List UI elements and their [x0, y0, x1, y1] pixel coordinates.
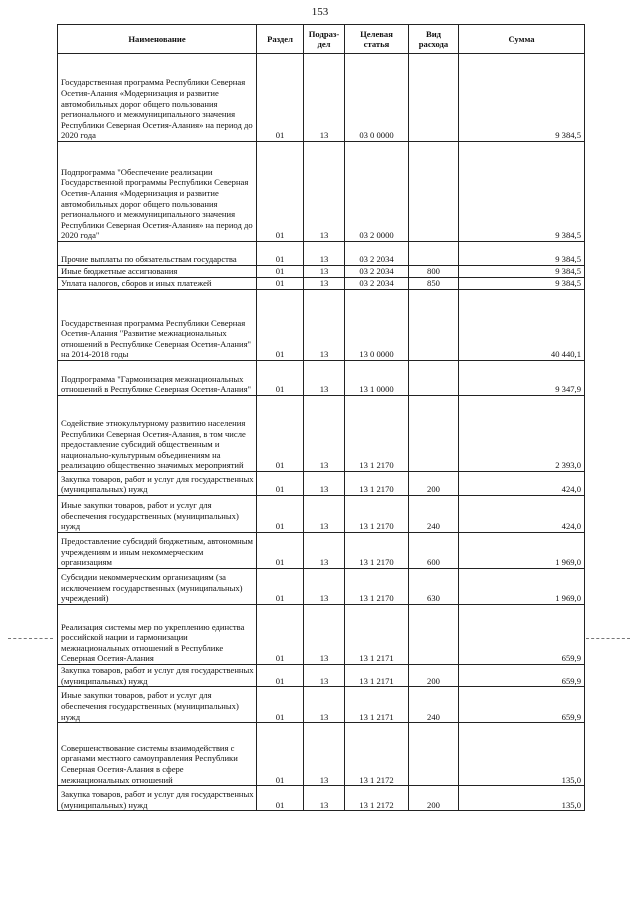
table-row: [58, 687, 585, 723]
cell-sum: 9 384,5: [459, 54, 585, 142]
cell-section: 01: [257, 266, 304, 278]
cell-target: 13 1 0000: [345, 361, 409, 396]
page-number: 153: [311, 6, 329, 18]
header-subsection: Подраз- дел: [304, 25, 345, 54]
cell-subsection: 13: [304, 54, 345, 142]
cell-name: Подпрограмма "Гармонизация межнациональных отношений в Республике Северная Осетия-Алания": [58, 361, 257, 396]
cell-expense-type: 240: [409, 687, 459, 723]
cell-target: 13 1 2170: [345, 396, 409, 472]
cell-expense-type: [409, 54, 459, 142]
cell-sum: 659,9: [459, 687, 585, 723]
cell-section: 01: [257, 569, 304, 605]
cell-sum: 1 969,0: [459, 533, 585, 569]
cell-subsection: 13: [304, 569, 345, 605]
cell-subsection: 13: [304, 533, 345, 569]
cell-sum: 135,0: [459, 786, 585, 811]
cell-target: 13 1 2170: [345, 472, 409, 496]
cell-section: 01: [257, 786, 304, 811]
cell-expense-type: [409, 242, 459, 266]
cell-subsection: 13: [304, 266, 345, 278]
cell-subsection: 13: [304, 786, 345, 811]
cell-sum: 424,0: [459, 472, 585, 496]
header-target: Целевая статья: [345, 25, 409, 54]
table-row: [58, 290, 585, 361]
cell-expense-type: 850: [409, 278, 459, 290]
cell-subsection: 13: [304, 496, 345, 533]
cell-expense-type: [409, 142, 459, 242]
cell-sum: 659,9: [459, 665, 585, 687]
cell-expense-type: 200: [409, 665, 459, 687]
table-row: [58, 242, 585, 266]
table-row: [58, 569, 585, 605]
cell-section: 01: [257, 723, 304, 786]
cell-subsection: 13: [304, 605, 345, 665]
cell-target: 13 1 2171: [345, 665, 409, 687]
table-row: [58, 472, 585, 496]
cell-name: Прочие выплаты по обязательствам государства: [58, 242, 257, 266]
cell-section: 01: [257, 242, 304, 266]
fold-line: [586, 638, 630, 639]
table-row: [58, 496, 585, 533]
cell-name: Иные закупки товаров, работ и услуг для обеспечения государственных (муниципальных) нужд: [58, 496, 257, 533]
cell-section: 01: [257, 278, 304, 290]
fold-line: [8, 638, 53, 639]
cell-sum: 40 440,1: [459, 290, 585, 361]
cell-target: 13 1 2170: [345, 569, 409, 605]
cell-target: 13 1 2170: [345, 496, 409, 533]
cell-target: 13 1 2172: [345, 723, 409, 786]
cell-section: 01: [257, 665, 304, 687]
cell-name: Содействие этнокультурному развитию населения Республики Северная Осетия-Алания, в том числе предоставление субсидий общественным и национально-культурным объединениям на реализацию общественно значимых мероприятий: [58, 396, 257, 472]
cell-subsection: 13: [304, 361, 345, 396]
cell-expense-type: [409, 605, 459, 665]
cell-name: Подпрограмма "Обеспечение реализации Государственной программы Республики Северная Осетия-Алания «Модернизация и развитие автомобильных дорог общего пользования регионального и межмуниципального значения Республики Северная Осетия-Алания» на период до 2020 года": [58, 142, 257, 242]
cell-sum: 9 384,5: [459, 266, 585, 278]
cell-sum: 1 969,0: [459, 569, 585, 605]
table-row: [58, 723, 585, 786]
cell-subsection: 13: [304, 290, 345, 361]
cell-name: Совершенствование системы взаимодействия с органами местного самоуправления Республики Северная Осетия-Алания в сфере межнациональных отношений: [58, 723, 257, 786]
header-sum: Сумма: [459, 25, 585, 54]
table-row: [58, 266, 585, 278]
table-row: [58, 396, 585, 472]
cell-name: Субсидии некоммерческим организациям (за исключением государственных (муниципальных) учреждений): [58, 569, 257, 605]
cell-subsection: 13: [304, 142, 345, 242]
table-row: [58, 54, 585, 142]
cell-target: 13 1 2171: [345, 687, 409, 723]
cell-target: 03 2 0000: [345, 142, 409, 242]
table-row: [58, 278, 585, 290]
cell-section: 01: [257, 687, 304, 723]
cell-name: Реализация системы мер по укреплению единства российской нации и гармонизации межнациональных отношений в Республике Северная Осетия-Алания: [58, 605, 257, 665]
cell-target: 03 2 2034: [345, 266, 409, 278]
budget-table: [57, 24, 585, 811]
cell-subsection: 13: [304, 396, 345, 472]
cell-name: Закупка товаров, работ и услуг для государственных (муниципальных) нужд: [58, 472, 257, 496]
cell-name: Закупка товаров, работ и услуг для государственных (муниципальных) нужд: [58, 665, 257, 687]
cell-section: 01: [257, 533, 304, 569]
cell-expense-type: 240: [409, 496, 459, 533]
cell-target: 03 0 0000: [345, 54, 409, 142]
cell-subsection: 13: [304, 687, 345, 723]
cell-sum: 2 393,0: [459, 396, 585, 472]
cell-expense-type: 630: [409, 569, 459, 605]
cell-expense-type: [409, 723, 459, 786]
cell-expense-type: [409, 290, 459, 361]
cell-sum: 9 384,5: [459, 278, 585, 290]
table-row: [58, 786, 585, 811]
cell-expense-type: 200: [409, 786, 459, 811]
cell-expense-type: [409, 361, 459, 396]
cell-sum: 424,0: [459, 496, 585, 533]
cell-name: Закупка товаров, работ и услуг для государственных (муниципальных) нужд: [58, 786, 257, 811]
cell-target: 03 2 2034: [345, 278, 409, 290]
cell-subsection: 13: [304, 665, 345, 687]
cell-target: 13 0 0000: [345, 290, 409, 361]
cell-sum: 9 384,5: [459, 242, 585, 266]
table-row: [58, 605, 585, 665]
cell-expense-type: 200: [409, 472, 459, 496]
cell-target: 13 1 2171: [345, 605, 409, 665]
header-expense-type: Вид расхода: [409, 25, 459, 54]
cell-subsection: 13: [304, 278, 345, 290]
cell-section: 01: [257, 54, 304, 142]
cell-target: 13 1 2170: [345, 533, 409, 569]
table-row: [58, 142, 585, 242]
cell-section: 01: [257, 361, 304, 396]
cell-subsection: 13: [304, 242, 345, 266]
cell-expense-type: 600: [409, 533, 459, 569]
cell-name: Уплата налогов, сборов и иных платежей: [58, 278, 257, 290]
cell-expense-type: [409, 396, 459, 472]
header-section: Раздел: [257, 25, 304, 54]
cell-section: 01: [257, 396, 304, 472]
cell-target: 13 1 2172: [345, 786, 409, 811]
cell-name: Государственная программа Республики Северная Осетия-Алания «Модернизация и развитие автомобильных дорог общего пользования регионального и межмуниципального значения Республики Северная Осетия-Алания» на период до 2020 года: [58, 54, 257, 142]
header-name: Наименование: [58, 25, 257, 54]
cell-sum: 135,0: [459, 723, 585, 786]
cell-section: 01: [257, 142, 304, 242]
cell-target: 03 2 2034: [345, 242, 409, 266]
cell-section: 01: [257, 496, 304, 533]
cell-sum: 9 347,9: [459, 361, 585, 396]
table-row: [58, 533, 585, 569]
cell-name: Предоставление субсидий бюджетным, автономным учреждениям и иным некоммерческим организациям: [58, 533, 257, 569]
cell-section: 01: [257, 605, 304, 665]
cell-section: 01: [257, 290, 304, 361]
cell-subsection: 13: [304, 472, 345, 496]
cell-name: Иные бюджетные ассигнования: [58, 266, 257, 278]
cell-name: Государственная программа Республики Северная Осетия-Алания "Развитие межнациональных отношений в Республике Северная Осетия-Алания" на 2014-2018 годы: [58, 290, 257, 361]
table-row: [58, 665, 585, 687]
cell-expense-type: 800: [409, 266, 459, 278]
table-header-row: [58, 25, 585, 54]
table-row: [58, 361, 585, 396]
cell-sum: 659,9: [459, 605, 585, 665]
cell-sum: 9 384,5: [459, 142, 585, 242]
cell-section: 01: [257, 472, 304, 496]
cell-name: Иные закупки товаров, работ и услуг для обеспечения государственных (муниципальных) нужд: [58, 687, 257, 723]
cell-subsection: 13: [304, 723, 345, 786]
